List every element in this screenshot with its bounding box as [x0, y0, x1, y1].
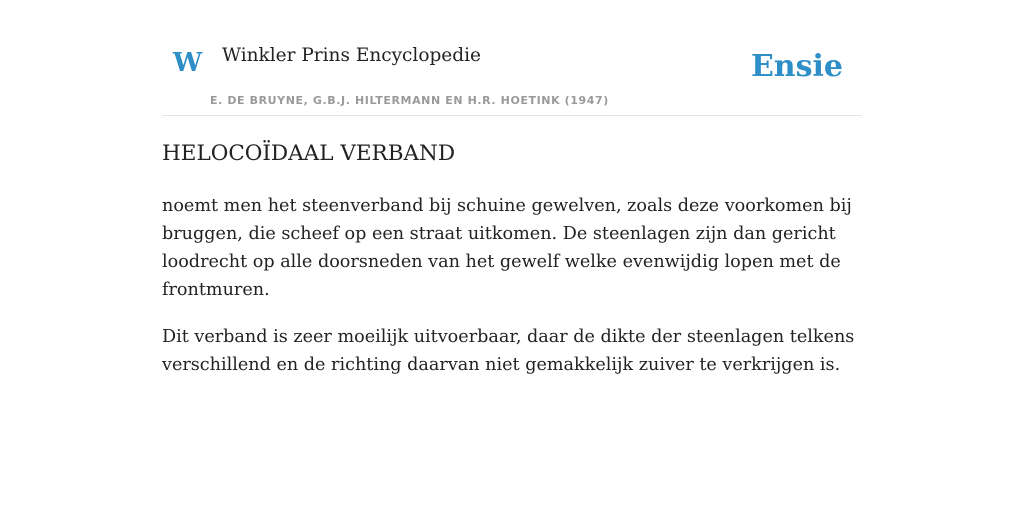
content-container	[162, 0, 862, 375]
source-logo[interactable]: W	[173, 48, 203, 78]
entry-paragraph: noemt men het steenverband bij schuine gewelven, zoals deze voorkomen bij bruggen, die scheef op een straat uitkomen. De steenlagen zijn dan gericht loodrecht op alle doorsneden van het gewelf welke evenwijdig lopen met de frontmuren.	[162, 196, 852, 300]
entry-title: HELOCOÏDAAL VERBAND	[162, 141, 456, 166]
source-header	[162, 0, 862, 116]
entry-paragraph: Dit verband is zeer moeilijk uitvoerbaar, daar de dikte der steenlagen telkens verschillend en de richting daarvan niet gemakkelijk zuiver te verkrijgen is.	[162, 327, 855, 375]
source-authors: E. DE BRUYNE, G.B.J. HILTERMANN EN H.R. HOETINK (1947)	[210, 94, 609, 107]
ensie-brand-logo[interactable]: Ensie	[750, 49, 843, 84]
source-title[interactable]: Winkler Prins Encyclopedie	[222, 45, 481, 66]
